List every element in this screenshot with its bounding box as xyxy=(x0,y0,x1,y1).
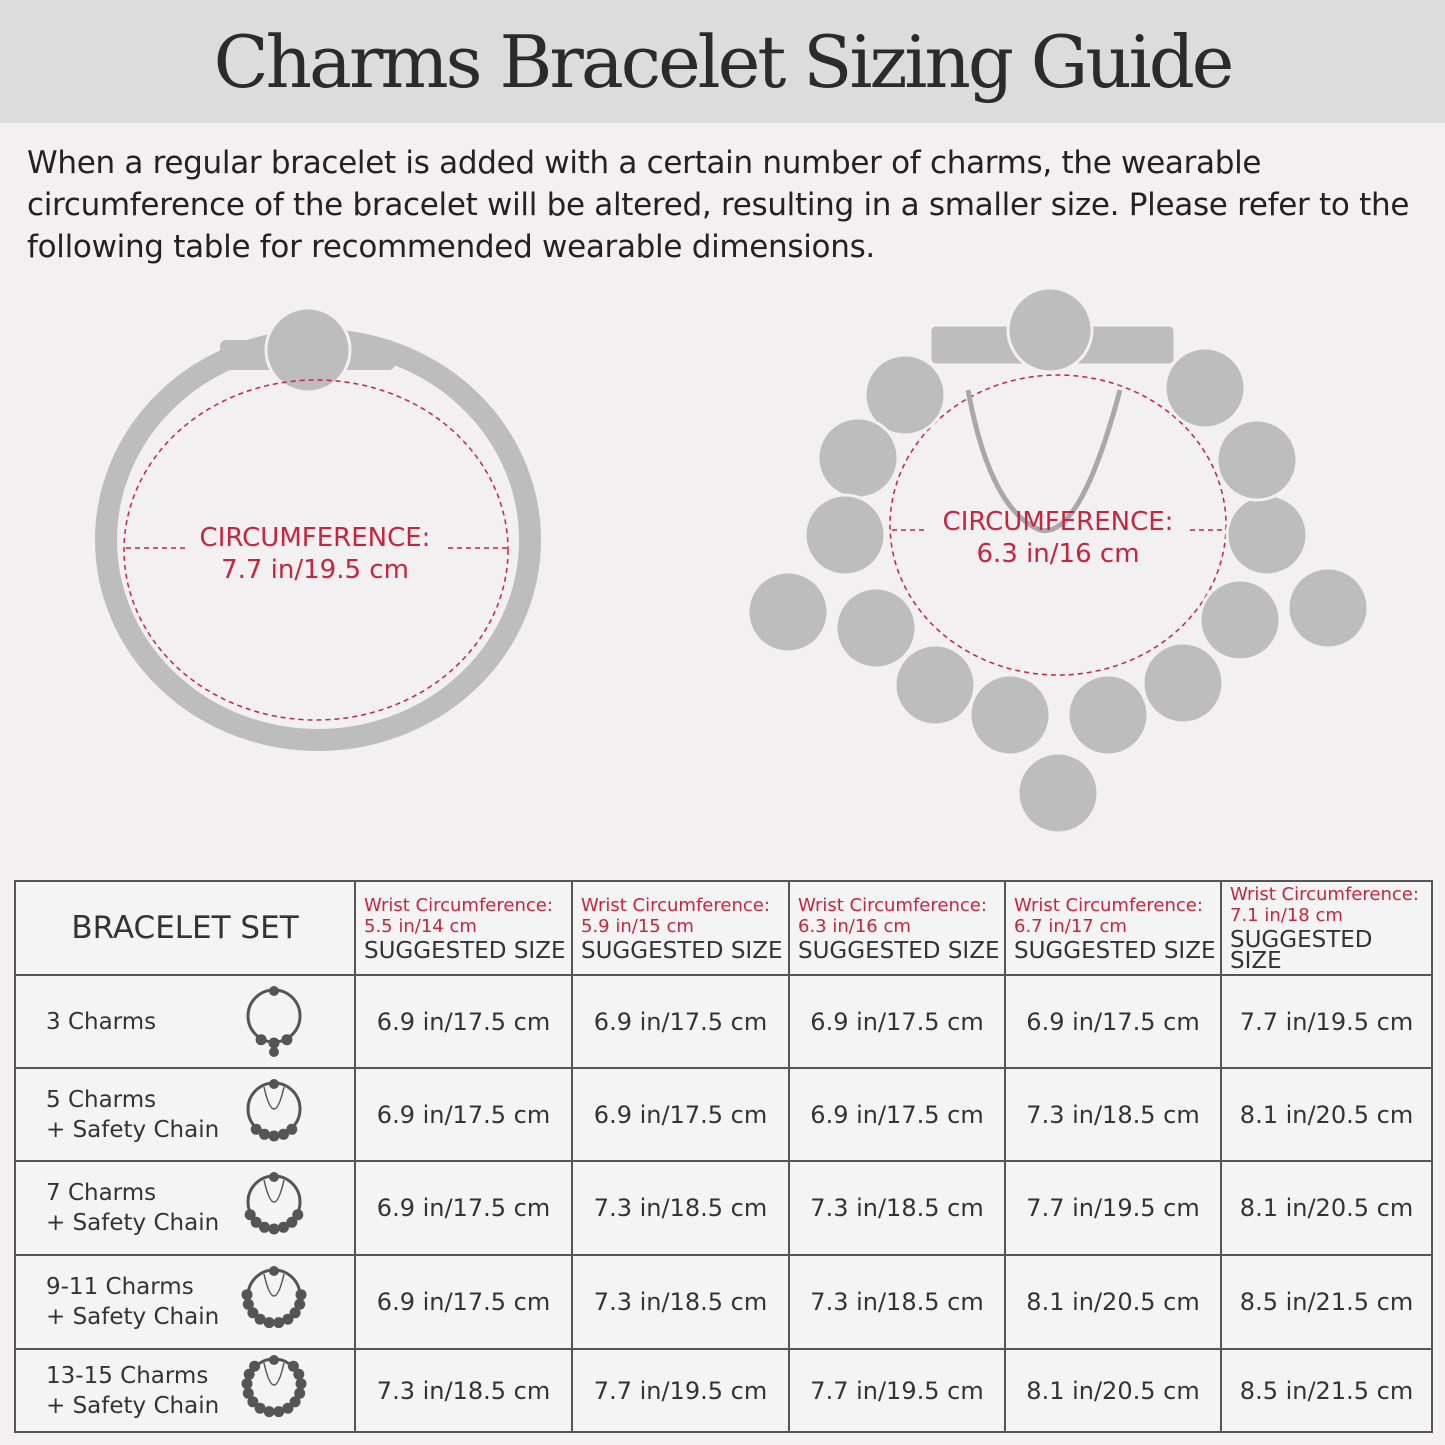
suggested-size-label: SUGGESTED SIZE xyxy=(581,937,783,964)
wrist-value: 6.3 in/16 cm xyxy=(798,915,911,937)
suggested-size-cell: 8.1 in/20.5 cm xyxy=(1005,1349,1221,1432)
suggested-size-cell: 8.1 in/20.5 cm xyxy=(1221,1068,1432,1161)
suggested-size-cell: 6.9 in/17.5 cm xyxy=(355,1255,572,1349)
intro-text: When a regular bracelet is added with a certain number of charms, the wearable circumference of the bracelet will be altered, resulting in a smaller size. Please refer to the following table for recommended wearable dimensions. xyxy=(27,145,1410,265)
chain-note: + Safety Chain xyxy=(46,1116,220,1143)
suggested-size-cell: 7.7 in/19.5 cm xyxy=(1221,975,1432,1068)
wrist-value: 5.5 in/14 cm xyxy=(364,915,477,937)
charm-count: 13-15 Charms xyxy=(46,1362,209,1389)
charm-bead xyxy=(1143,643,1223,723)
suggested-size-cell: 6.9 in/17.5 cm xyxy=(355,1068,572,1161)
circumference-value: 6.3 in/16 cm xyxy=(976,539,1140,569)
bracelet-set-cell xyxy=(15,1161,355,1255)
charm-bead xyxy=(1200,580,1280,660)
suggested-size-cell: 8.1 in/20.5 cm xyxy=(1005,1255,1221,1349)
wrist-label: Wrist Circumference: xyxy=(798,894,987,916)
size-column-header xyxy=(355,881,572,975)
suggested-size-label: SUGGESTED SIZE xyxy=(364,937,566,964)
table-row xyxy=(15,975,1432,1068)
table-row xyxy=(15,1161,1432,1255)
suggested-size-cell: 7.3 in/18.5 cm xyxy=(789,1255,1005,1349)
table-row xyxy=(15,1068,1432,1161)
bracelet-set-header: BRACELET SET xyxy=(15,881,355,975)
suggested-size-cell: 6.9 in/17.5 cm xyxy=(789,975,1005,1068)
charm-count: 7 Charms xyxy=(46,1180,157,1206)
bracelet-set-cell xyxy=(15,1349,355,1432)
suggested-size-cell: 8.5 in/21.5 cm xyxy=(1221,1349,1432,1432)
suggested-size-cell: 7.3 in/18.5 cm xyxy=(1005,1068,1221,1161)
suggested-size-label: SUGGESTED SIZE xyxy=(798,937,1000,964)
bracelet-set-cell xyxy=(15,1255,355,1349)
suggested-size-cell: 6.9 in/17.5 cm xyxy=(355,975,572,1068)
charm-bead xyxy=(1008,288,1092,372)
suggested-size-cell: 6.9 in/17.5 cm xyxy=(789,1068,1005,1161)
charm-count: 5 Charms xyxy=(46,1086,157,1113)
size-column-header xyxy=(572,881,789,975)
circumference-value: 7.7 in/19.5 cm xyxy=(221,555,409,585)
bracelet-set-cell xyxy=(15,975,355,1068)
circumference-heading: CIRCUMFERENCE: xyxy=(199,523,431,553)
suggested-size-cell: 7.3 in/18.5 cm xyxy=(355,1349,572,1432)
suggested-size-cell: 6.9 in/17.5 cm xyxy=(355,1161,572,1255)
charm-bead xyxy=(818,418,898,498)
charm-count: 9-11 Charms xyxy=(46,1274,194,1300)
suggested-size-cell: 8.5 in/21.5 cm xyxy=(1221,1255,1432,1349)
suggested-size-cell: 7.7 in/19.5 cm xyxy=(572,1349,789,1432)
charm-bead xyxy=(1068,675,1148,755)
charm-bead xyxy=(1217,420,1297,500)
chain-note: + Safety Chain xyxy=(46,1304,220,1330)
wrist-value: 6.7 in/17 cm xyxy=(1014,915,1127,937)
size-column-header xyxy=(1005,881,1221,975)
bracelet-set-cell xyxy=(15,1068,355,1161)
suggested-size-cell: 7.7 in/19.5 cm xyxy=(789,1349,1005,1432)
suggested-size-cell: 8.1 in/20.5 cm xyxy=(1221,1161,1432,1255)
plain-bracelet-circumference-label xyxy=(190,522,440,586)
suggested-size-cell: 6.9 in/17.5 cm xyxy=(572,1068,789,1161)
sizing-table xyxy=(14,880,1433,1433)
charm-bead xyxy=(1165,348,1245,428)
charm-bead xyxy=(970,675,1050,755)
charm-count: 3 Charms xyxy=(46,1008,157,1035)
wrist-value: 5.9 in/15 cm xyxy=(581,915,694,937)
size-column-header xyxy=(789,881,1005,975)
page-title: Charms Bracelet Sizing Guide xyxy=(213,19,1232,104)
table-row xyxy=(15,1349,1432,1432)
suggested-size-cell: 7.3 in/18.5 cm xyxy=(572,1161,789,1255)
suggested-size-label: SUGGESTED SIZE xyxy=(1014,937,1216,964)
title-banner xyxy=(0,0,1445,123)
wrist-label: Wrist Circumference: xyxy=(364,894,553,916)
charm-bead xyxy=(805,495,885,575)
suggested-size-cell: 7.3 in/18.5 cm xyxy=(572,1255,789,1349)
chain-note: + Safety Chain xyxy=(46,1392,220,1419)
chain-note: + Safety Chain xyxy=(46,1210,220,1236)
charm-bead xyxy=(1227,495,1307,575)
charm-bracelet-circumference-label xyxy=(933,506,1183,570)
suggested-size-cell: 7.7 in/19.5 cm xyxy=(1005,1161,1221,1255)
wrist-value: 7.1 in/18 cm xyxy=(1230,905,1343,926)
suggested-size-cell: 6.9 in/17.5 cm xyxy=(1005,975,1221,1068)
suggested-size-label: SUGGESTED SIZE xyxy=(1230,927,1373,974)
size-column-header xyxy=(1221,881,1432,975)
charm-bead xyxy=(895,645,975,725)
wrist-label: Wrist Circumference: xyxy=(581,894,770,916)
wrist-label: Wrist Circumference: xyxy=(1230,884,1419,905)
circumference-heading: CIRCUMFERENCE: xyxy=(942,507,1174,537)
charm-bead xyxy=(1018,753,1098,833)
charm-bead xyxy=(748,572,828,652)
suggested-size-cell: 7.3 in/18.5 cm xyxy=(789,1161,1005,1255)
charm-bead xyxy=(836,588,916,668)
table-row xyxy=(15,1255,1432,1349)
wrist-label: Wrist Circumference: xyxy=(1014,894,1203,916)
charm-bead xyxy=(1288,568,1368,648)
suggested-size-cell: 6.9 in/17.5 cm xyxy=(572,975,789,1068)
